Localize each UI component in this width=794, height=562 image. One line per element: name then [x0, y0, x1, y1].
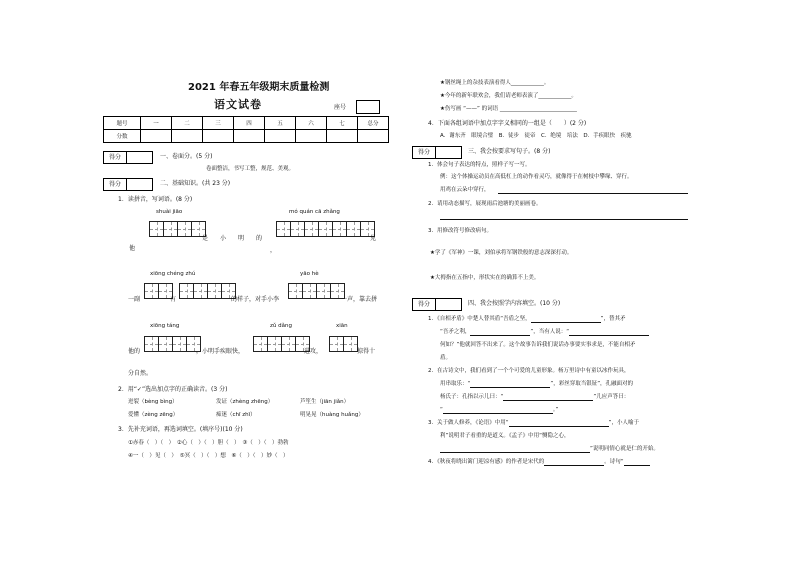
text-segment: 杨氏子：孔指以示儿曰：“: [440, 394, 504, 400]
instruction: 2．请用动态描写，展现雨后池塘的美丽画卷。: [428, 201, 542, 207]
fill-text: 何如？”他就回答不出来了。这个故事告诉我们说话办事要实事求是，不能自相矛: [440, 342, 636, 348]
fill-text: [440, 446, 659, 453]
fill-text: [440, 407, 558, 414]
blank-line[interactable]: [509, 420, 609, 427]
score-header-cell: 一: [141, 117, 172, 130]
exam-title: 2021 年春五年级期末质量检测: [188, 82, 330, 93]
punctuation: ，: [270, 247, 277, 254]
pinyin: xiōng chéng zhú: [150, 271, 196, 277]
fill-line[interactable]: ★今年的新年联欢会，我们请老师表演了____________。: [440, 93, 577, 99]
sentence-prompt: 用鸡在云朵中穿行，: [440, 187, 490, 193]
blank-line[interactable]: [544, 459, 604, 466]
text-segment: “: [440, 407, 443, 413]
pinyin: mó quán cā zhǎng: [289, 209, 340, 215]
pinyin: xiān: [336, 323, 348, 329]
score-table: [103, 116, 389, 143]
score-cell[interactable]: [265, 130, 296, 143]
score-label: 得分: [104, 179, 127, 190]
question-2: 2．用“✓”选出加点字的正确读音。(3 分): [118, 386, 228, 393]
blank-line[interactable]: [624, 459, 650, 466]
blank-line[interactable]: [503, 394, 593, 401]
section2-title: 二、基础知识。(共 23 分): [160, 180, 231, 187]
sentence-text: 一声，靠去拼: [341, 296, 378, 303]
sentence-text: 他: [129, 245, 136, 252]
score-label: 得分: [413, 299, 436, 310]
sentence-text: ，小明手疾眼快，: [196, 348, 245, 355]
instruction: 3．用修改符号修改病句。: [428, 228, 493, 234]
section3-score-bar: [412, 146, 462, 159]
section2-score-bar: [103, 178, 153, 191]
section1-desc: 卷面整洁，书写工整，规范、美观。: [206, 166, 295, 172]
choice-options[interactable]: A．谢东齐 眼境合璧 B．徒步 徒帝 C．绝境 培法 D．手疾眼快 疾驰: [440, 133, 632, 139]
score-cell[interactable]: [358, 130, 389, 143]
section3-title: 三、我会按要求写句子。(8 分): [468, 148, 551, 155]
section1-score-bar: [103, 151, 153, 164]
score-cell[interactable]: [296, 130, 327, 143]
fill-text: [440, 329, 649, 336]
sentence-text: 见: [370, 235, 377, 242]
sentence-text: 掠得十: [357, 348, 376, 355]
sick-sentence: ★学了《军神》一课，刘伯承将军钢铁般的意志深深打动。: [430, 250, 573, 256]
text-segment: 用串取乐：“: [440, 381, 471, 387]
sentence-text: 有: [170, 296, 177, 303]
fill-text: [428, 316, 625, 323]
score-header-cell: 五: [265, 117, 296, 130]
score-header-cell: 四: [234, 117, 265, 130]
score-header-cell: 二: [172, 117, 203, 130]
subject-title: 语文试卷: [214, 98, 262, 111]
blank-line[interactable]: [470, 329, 530, 336]
text-segment: 3．关于做人修养，《论语》中用“: [428, 420, 509, 426]
fill-text: 2．在古诗文中，我们看到了一个个可爱的儿童形象。杨万里诗中有童以冰作玩具，: [428, 368, 630, 374]
score-header-cell: 六: [296, 117, 327, 130]
sentence-text: 分自然。: [128, 370, 153, 377]
score-header-cell: 总分: [358, 117, 389, 130]
answer-line[interactable]: [440, 219, 688, 220]
sentence-text: 他的: [128, 348, 141, 355]
fill-text: [440, 381, 633, 388]
text-segment: 。”: [552, 407, 559, 413]
pinyin: shuài jiāo: [156, 209, 183, 215]
score-cell[interactable]: [141, 130, 172, 143]
sentence-text: 的样子，对手小李: [231, 296, 280, 303]
text-segment: ”，替其矛: [600, 316, 626, 322]
seat-label: 座号: [334, 104, 347, 111]
text-segment: 。诗句“: [604, 459, 624, 465]
fill-line[interactable]: ★伤写画 “——” 的词语 ____________________________: [440, 106, 577, 112]
example-sentence: 例：这个体操运动员在高低杠上的动作看灵巧，就像得于在树枝中攀缘、穿行。: [440, 174, 633, 180]
reading-option[interactable]: 发证（zhèng zhēng）: [216, 399, 274, 405]
fill-text: [428, 459, 650, 466]
score-row-label: 分数: [104, 130, 141, 143]
writing-grid[interactable]: [254, 336, 310, 352]
score-cell[interactable]: [203, 130, 234, 143]
section4-score-bar: [412, 298, 462, 311]
blank-line[interactable]: [470, 381, 550, 388]
text-segment: ”儿应声答曰：: [593, 394, 630, 400]
text-segment: ”，小人喻于: [608, 420, 639, 426]
sentence-text: 是 小 明 的: [202, 235, 263, 242]
writing-grid[interactable]: [150, 221, 206, 237]
writing-grid[interactable]: [145, 336, 201, 352]
reading-option[interactable]: 芦笙生（jiān jiǎn）: [300, 399, 350, 405]
score-label: 得分: [104, 152, 127, 163]
text-segment: 4．《秋夜将晓出篱门迎凉有感》的作者是宋代的: [428, 459, 545, 465]
text-segment: ”，彩丝穿取当银钲”，孔融面对的: [550, 381, 634, 387]
writing-grid[interactable]: [289, 283, 345, 299]
writing-grid[interactable]: [277, 221, 375, 237]
blank-line[interactable]: [531, 316, 601, 323]
reading-option[interactable]: 明晃晃（huàng huǎng）: [300, 412, 364, 418]
fill-text: [440, 394, 629, 401]
fill-text: 利”说明君子看重的是道义。《孟子》中用“恻隐之心，: [440, 433, 570, 439]
score-header-cell: 题号: [104, 117, 141, 130]
text-segment: ”说明同情心就是仁的开始。: [590, 446, 659, 452]
blank-line[interactable]: [440, 446, 590, 453]
score-header-row: [104, 117, 389, 130]
question-4: 4．下面各组词语中加点字字义相同的一组是（ ）(2 分): [428, 120, 587, 127]
score-header-cell: 三: [203, 117, 234, 130]
instruction: 1．体会句子表达的特点，照样子写一写。: [428, 162, 531, 168]
writing-grid[interactable]: [180, 283, 236, 299]
writing-grid[interactable]: [330, 336, 358, 352]
reading-option[interactable]: 爱懂（zèng zēng）: [128, 412, 179, 418]
pinyin: yāo hè: [300, 271, 319, 277]
section1-title: 一、卷面分。(5 分): [160, 153, 213, 160]
answer-line[interactable]: [498, 193, 688, 194]
writing-grid[interactable]: [145, 283, 173, 299]
question-1: 1．读拼音，写词语。(8 分): [118, 196, 193, 203]
pinyin: xiōng táng: [150, 323, 180, 329]
score-cell[interactable]: [172, 130, 203, 143]
score-cell[interactable]: [234, 130, 265, 143]
blank-line[interactable]: [443, 407, 553, 414]
fill-text: 盾。: [440, 355, 452, 361]
text-segment: “吾矛之利，: [440, 329, 471, 335]
reading-option[interactable]: 迸裂（bèng bìng）: [128, 399, 178, 405]
text-segment: 1．《自相矛盾》中楚人替其盾“吾盾之坚，: [428, 316, 531, 322]
fill-row[interactable]: ④一（ ）见（ ） ⑤冥（ ）（ ）想 ⑥（ ）（ ）妙（ ）: [128, 453, 289, 459]
text-segment: ”，当有人说：“: [530, 329, 570, 335]
sentence-text: 一副: [128, 296, 141, 303]
fill-line[interactable]: ★钢丝绳上的杂技表演看得人____________。: [440, 80, 550, 86]
pinyin: zǔ dǎng: [270, 323, 292, 329]
seat-box[interactable]: [356, 100, 380, 114]
sick-sentence: ★大拇指在五指中，形状实在的确算不上美。: [430, 275, 540, 281]
score-header-cell: 七: [327, 117, 358, 130]
score-cell[interactable]: [327, 130, 358, 143]
sentence-text: 进攻，: [304, 348, 323, 355]
score-label: 得分: [413, 147, 436, 158]
section4-title: 四、我会按照学内容填空。(10 分): [468, 300, 561, 307]
fill-text: [428, 420, 639, 427]
reading-option[interactable]: 痴迷（chī zhī）: [216, 412, 256, 418]
question-3: 3．先补充词语，再选词填空。(填序号)(10 分): [118, 426, 243, 433]
fill-row[interactable]: ①赤春（ ）（ ） ②心（ ）（ ）胆（ ） ③（ ）（ ）勃勃: [128, 440, 289, 446]
blank-line[interactable]: [569, 329, 649, 336]
score-value-row: [104, 130, 389, 143]
